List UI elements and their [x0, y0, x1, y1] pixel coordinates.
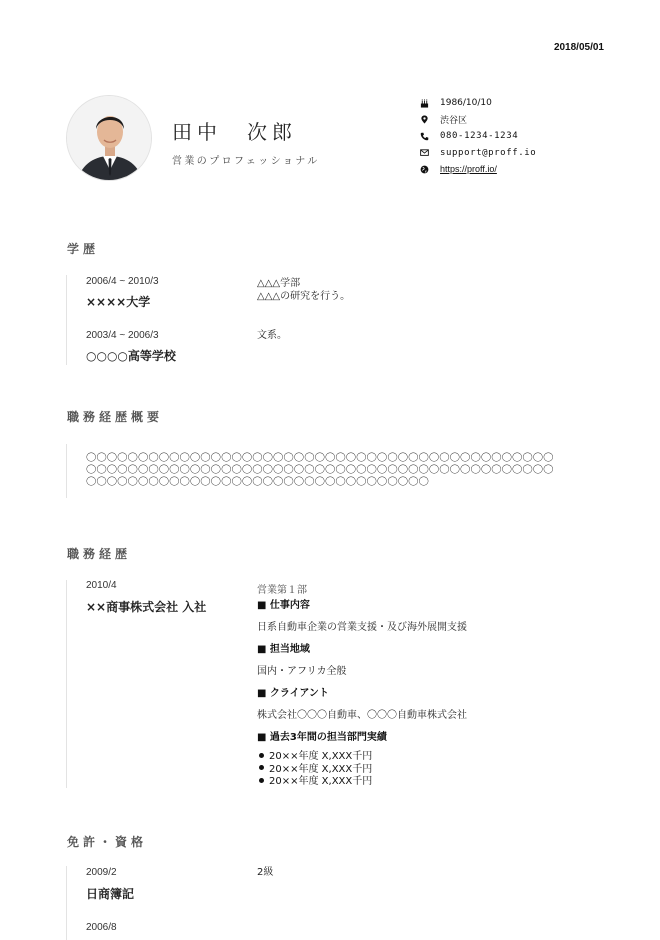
career-clients-heading: ■ クライアント [257, 688, 329, 699]
section-title-licenses: 免許・資格 [67, 835, 148, 849]
career-department: 営業第１部 [257, 585, 307, 596]
map-pin-icon [420, 115, 440, 124]
career-results-heading: ■ 過去3年間の担当部門実績 [257, 732, 387, 743]
career-duties-heading: ■ 仕事内容 [257, 600, 310, 611]
profile-photo [66, 95, 152, 181]
summary-line: 〇〇〇〇〇〇〇〇〇〇〇〇〇〇〇〇〇〇〇〇〇〇〇〇〇〇〇〇〇〇〇〇〇〇〇〇〇〇〇〇〇〇〇〇〇 [86, 452, 554, 464]
email-value: support@proff.io [440, 147, 537, 158]
summary-divider [66, 444, 67, 498]
location-value: 渋谷区 [440, 116, 468, 127]
education-date: 2003/4 ~ 2006/3 [86, 330, 159, 341]
license-date: 2009/2 [86, 867, 117, 878]
career-results-list [257, 747, 617, 785]
education-divider [66, 275, 67, 365]
education-note: △△△の研究を行う。 [257, 291, 351, 302]
career-duties: 日系自動車企業の営業支援・及び海外展開支援 [257, 622, 467, 633]
document-date: 2018/05/01 [553, 42, 604, 53]
contact-birthday [420, 95, 640, 112]
contact-list [420, 95, 640, 178]
contact-website [420, 161, 640, 178]
list-item [257, 747, 617, 760]
result-text: 20××年度 X,XXX千円 [269, 776, 373, 787]
career-date: 2010/4 [86, 580, 117, 591]
contact-email [420, 145, 640, 162]
summary-line: 〇〇〇〇〇〇〇〇〇〇〇〇〇〇〇〇〇〇〇〇〇〇〇〇〇〇〇〇〇〇〇〇〇〇〇〇〇〇〇〇〇〇〇〇〇 [86, 464, 554, 477]
education-note: △△△学部 [257, 278, 301, 289]
career-region-heading: ■ 担当地域 [257, 644, 310, 655]
person-subtitle: 営業のプロフェッショナル [172, 156, 320, 167]
license-date: 2006/8 [86, 922, 117, 933]
career-details [257, 581, 617, 785]
phone-icon [420, 132, 440, 141]
section-title-summary: 職務経歴概要 [67, 410, 164, 424]
license-name: 日商簿記 [86, 887, 135, 901]
result-text: 20××年度 X,XXX千円 [269, 751, 373, 762]
contact-phone [420, 128, 640, 145]
section-title-career: 職務経歴 [67, 547, 132, 561]
career-company: ××商事株式会社 入社 [86, 600, 207, 614]
section-title-education: 学歴 [67, 242, 100, 256]
phone-value: 080-1234-1234 [440, 131, 519, 142]
result-text: 20××年度 X,XXX千円 [269, 763, 373, 775]
summary-line: 〇〇〇〇〇〇〇〇〇〇〇〇〇〇〇〇〇〇〇〇〇〇〇〇〇〇〇〇〇〇〇〇〇 [86, 476, 429, 489]
contact-location [420, 112, 640, 129]
education-school: ○○○○高等学校 [86, 349, 176, 363]
list-item [257, 760, 617, 773]
bullet-icon [259, 765, 264, 770]
career-region: 国内・アフリカ全般 [257, 666, 347, 677]
bullet-icon [259, 753, 264, 758]
website-link[interactable]: https://proff.io/ [440, 164, 497, 175]
career-divider [66, 580, 67, 788]
birthday-value: 1986/10/10 [440, 98, 492, 109]
license-note: 2級 [257, 867, 274, 878]
career-clients: 株式会社〇〇〇自動車、〇〇〇自動車株式会社 [257, 710, 467, 721]
licenses-divider [66, 866, 67, 940]
person-name: 田中 次郎 [172, 120, 297, 144]
education-date: 2006/4 ~ 2010/3 [86, 276, 159, 287]
globe-icon [420, 165, 440, 174]
education-note: 文系。 [257, 330, 287, 341]
summary-text [86, 452, 606, 489]
birthday-cake-icon [420, 99, 440, 108]
education-school: ××××大学 [86, 295, 151, 309]
mail-icon [420, 148, 440, 157]
person-portrait-icon [67, 96, 152, 181]
bullet-icon [259, 778, 264, 783]
list-item [257, 772, 617, 785]
